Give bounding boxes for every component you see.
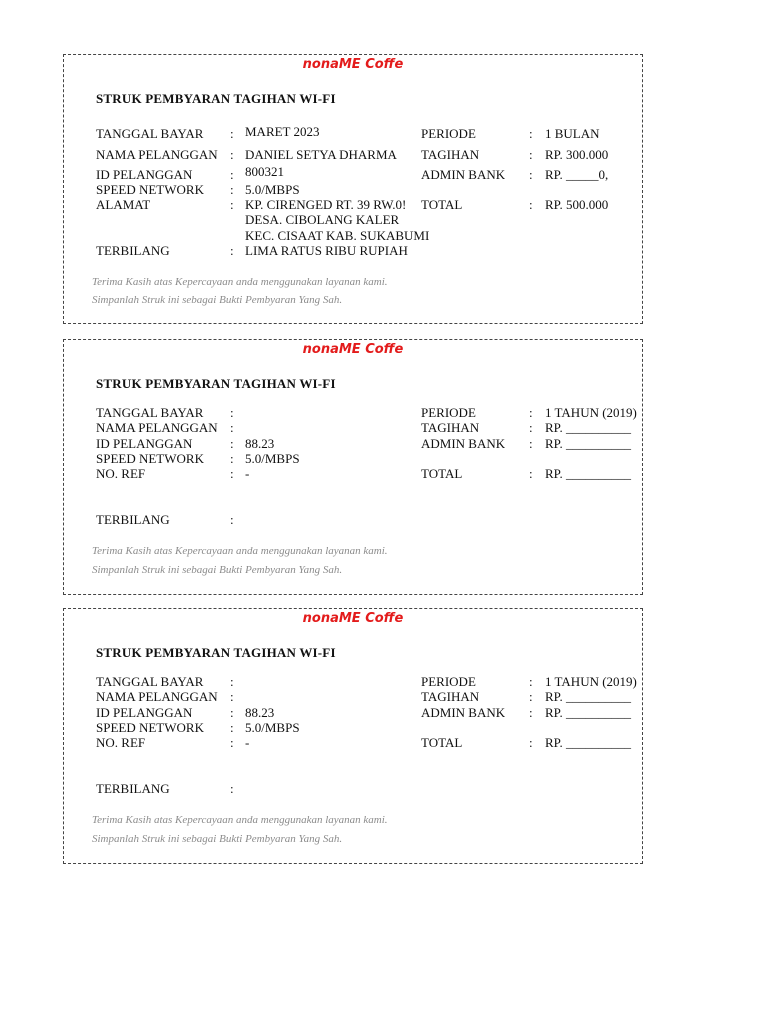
separator: : bbox=[230, 182, 234, 197]
separator: : bbox=[230, 689, 234, 704]
receipt-3 bbox=[63, 608, 643, 864]
label-terbilang: TERBILANG bbox=[96, 243, 170, 258]
label-admin-bank: ADMIN BANK bbox=[421, 436, 506, 451]
separator: : bbox=[529, 405, 533, 420]
separator: : bbox=[230, 420, 234, 435]
label-id-pelanggan: ID PELANGGAN bbox=[96, 167, 193, 182]
separator: : bbox=[529, 705, 533, 720]
label-speed-network: SPEED NETWORK bbox=[96, 451, 204, 466]
value-total: RP. __________ bbox=[545, 466, 631, 481]
value-periode: 1 TAHUN (2019) bbox=[545, 405, 637, 420]
separator: : bbox=[529, 689, 533, 704]
value-nama-pelanggan: DANIEL SETYA DHARMA bbox=[245, 147, 397, 162]
separator: : bbox=[230, 466, 234, 481]
label-periode: PERIODE bbox=[421, 126, 476, 141]
label-tanggal-bayar: TANGGAL BAYAR bbox=[96, 674, 204, 689]
thank-you-note: Terima Kasih atas Kepercayaan anda menggunakan layanan kami. bbox=[92, 814, 388, 826]
separator: : bbox=[529, 167, 533, 182]
value-tagihan: RP. __________ bbox=[545, 689, 631, 704]
value-admin-bank: RP. __________ bbox=[545, 705, 631, 720]
receipt-title: STRUK PEMBYARAN TAGIHAN WI-FI bbox=[96, 91, 336, 106]
value-total: RP. __________ bbox=[545, 735, 631, 750]
proof-note: Simpanlah Struk ini sebagai Bukti Pembyaran Yang Sah. bbox=[92, 294, 343, 306]
proof-note: Simpanlah Struk ini sebagai Bukti Pembyaran Yang Sah. bbox=[92, 564, 343, 576]
label-nama-pelanggan: NAMA PELANGGAN bbox=[96, 689, 218, 704]
separator: : bbox=[529, 126, 533, 141]
label-id-pelanggan: ID PELANGGAN bbox=[96, 436, 193, 451]
receipt-2 bbox=[63, 339, 643, 595]
value-alamat-line3: KEC. CISAAT KAB. SUKABUMI bbox=[245, 228, 430, 243]
proof-note: Simpanlah Struk ini sebagai Bukti Pembyaran Yang Sah. bbox=[92, 833, 343, 845]
value-speed-network: 5.0/MBPS bbox=[245, 451, 300, 466]
value-tagihan: RP. __________ bbox=[545, 420, 631, 435]
label-no-ref: NO. REF bbox=[96, 466, 146, 481]
value-periode: 1 BULAN bbox=[545, 126, 600, 141]
receipt-title: STRUK PEMBYARAN TAGIHAN WI-FI bbox=[96, 645, 336, 660]
label-total: TOTAL bbox=[421, 466, 463, 481]
value-id-pelanggan: 88.23 bbox=[245, 705, 275, 720]
thank-you-note: Terima Kasih atas Kepercayaan anda menggunakan layanan kami. bbox=[92, 545, 388, 557]
brand-name: nonaME Coffe bbox=[302, 342, 404, 357]
brand-name: nonaME Coffe bbox=[302, 611, 404, 626]
receipt-title: STRUK PEMBYARAN TAGIHAN WI-FI bbox=[96, 376, 336, 391]
separator: : bbox=[529, 420, 533, 435]
value-alamat-line2: DESA. CIBOLANG KALER bbox=[245, 212, 400, 227]
label-admin-bank: ADMIN BANK bbox=[421, 167, 506, 182]
separator: : bbox=[230, 451, 234, 466]
label-periode: PERIODE bbox=[421, 674, 476, 689]
value-no-ref: - bbox=[245, 466, 250, 481]
receipt-1 bbox=[63, 54, 643, 324]
label-tagihan: TAGIHAN bbox=[421, 689, 480, 704]
value-periode: 1 TAHUN (2019) bbox=[545, 674, 637, 689]
label-nama-pelanggan: NAMA PELANGGAN bbox=[96, 420, 218, 435]
separator: : bbox=[230, 781, 234, 796]
value-id-pelanggan: 800321 bbox=[245, 164, 284, 179]
value-alamat-line1: KP. CIRENGED RT. 39 RW.0! bbox=[245, 197, 407, 212]
value-tanggal-bayar: MARET 2023 bbox=[245, 124, 320, 139]
separator: : bbox=[230, 405, 234, 420]
separator: : bbox=[230, 735, 234, 750]
separator: : bbox=[230, 243, 234, 258]
value-admin-bank: RP. _____0, bbox=[545, 167, 609, 182]
separator: : bbox=[230, 436, 234, 451]
separator: : bbox=[230, 167, 234, 182]
separator: : bbox=[529, 436, 533, 451]
separator: : bbox=[529, 735, 533, 750]
value-no-ref: - bbox=[245, 735, 250, 750]
separator: : bbox=[529, 197, 533, 212]
value-id-pelanggan: 88.23 bbox=[245, 436, 275, 451]
label-alamat: ALAMAT bbox=[96, 197, 151, 212]
separator: : bbox=[230, 674, 234, 689]
separator: : bbox=[529, 466, 533, 481]
separator: : bbox=[230, 720, 234, 735]
label-total: TOTAL bbox=[421, 197, 463, 212]
label-id-pelanggan: ID PELANGGAN bbox=[96, 705, 193, 720]
value-speed-network: 5.0/MBPS bbox=[245, 182, 300, 197]
label-speed-network: SPEED NETWORK bbox=[96, 182, 204, 197]
label-tagihan: TAGIHAN bbox=[421, 420, 480, 435]
separator: : bbox=[230, 147, 234, 162]
separator: : bbox=[230, 126, 234, 141]
value-total: RP. 500.000 bbox=[545, 197, 609, 212]
brand-name: nonaME Coffe bbox=[302, 57, 404, 72]
label-tagihan: TAGIHAN bbox=[421, 147, 480, 162]
label-nama-pelanggan: NAMA PELANGGAN bbox=[96, 147, 218, 162]
separator: : bbox=[230, 705, 234, 720]
label-no-ref: NO. REF bbox=[96, 735, 146, 750]
separator: : bbox=[230, 197, 234, 212]
value-speed-network: 5.0/MBPS bbox=[245, 720, 300, 735]
separator: : bbox=[529, 674, 533, 689]
label-tanggal-bayar: TANGGAL BAYAR bbox=[96, 126, 204, 141]
thank-you-note: Terima Kasih atas Kepercayaan anda menggunakan layanan kami. bbox=[92, 276, 388, 288]
separator: : bbox=[230, 512, 234, 527]
label-admin-bank: ADMIN BANK bbox=[421, 705, 506, 720]
label-periode: PERIODE bbox=[421, 405, 476, 420]
value-tagihan: RP. 300.000 bbox=[545, 147, 609, 162]
value-terbilang: LIMA RATUS RIBU RUPIAH bbox=[245, 243, 408, 258]
label-terbilang: TERBILANG bbox=[96, 781, 170, 796]
label-terbilang: TERBILANG bbox=[96, 512, 170, 527]
label-speed-network: SPEED NETWORK bbox=[96, 720, 204, 735]
separator: : bbox=[529, 147, 533, 162]
label-tanggal-bayar: TANGGAL BAYAR bbox=[96, 405, 204, 420]
label-total: TOTAL bbox=[421, 735, 463, 750]
value-admin-bank: RP. __________ bbox=[545, 436, 631, 451]
